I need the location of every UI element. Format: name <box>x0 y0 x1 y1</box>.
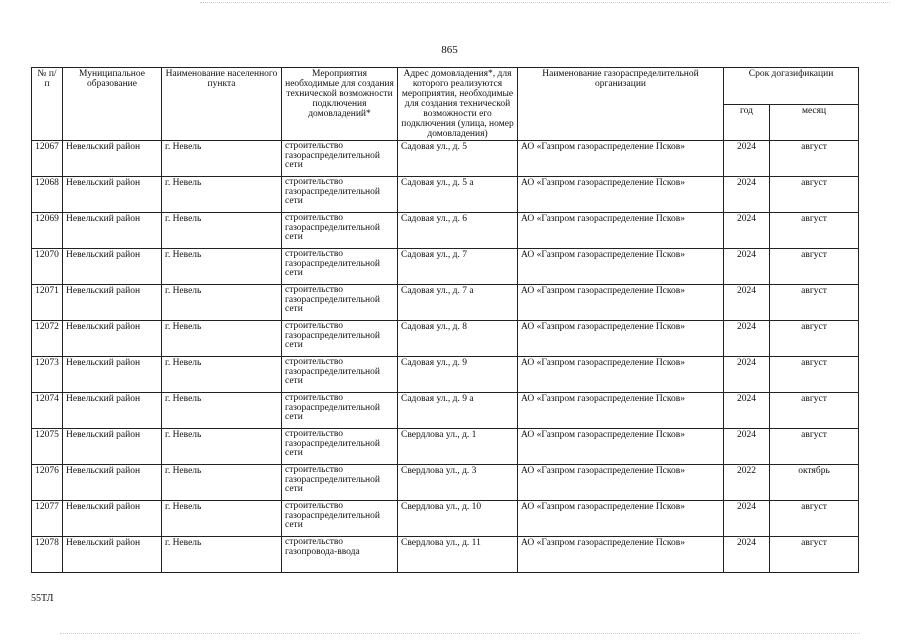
cell-settlement: г. Невель <box>162 141 282 177</box>
header-term: Срок догазификации <box>724 68 859 105</box>
cell-month: октябрь <box>770 465 859 501</box>
scan-artifact-bottom <box>60 633 860 634</box>
cell-num: 12071 <box>32 285 63 321</box>
cell-measures: строительство газораспределительной сети <box>282 285 398 321</box>
scan-artifact-top <box>200 2 890 3</box>
gasification-table <box>31 67 859 573</box>
header-month: месяц <box>770 104 859 141</box>
cell-num: 12076 <box>32 465 63 501</box>
cell-month: август <box>770 249 859 285</box>
cell-settlement: г. Невель <box>162 213 282 249</box>
header-org: Наименование газораспределительной организации <box>518 68 724 141</box>
header-settlement: Наименование населенного пункта <box>162 68 282 141</box>
cell-year: 2022 <box>724 465 770 501</box>
cell-address: Свердлова ул., д. 11 <box>398 537 518 573</box>
cell-address: Свердлова ул., д. 10 <box>398 501 518 537</box>
cell-month: август <box>770 357 859 393</box>
cell-settlement: г. Невель <box>162 357 282 393</box>
footer-code: 55ТЛ <box>31 593 54 604</box>
cell-num: 12074 <box>32 393 63 429</box>
cell-month: август <box>770 285 859 321</box>
page-number: 865 <box>441 44 458 56</box>
cell-measures: строительство газораспределительной сети <box>282 213 398 249</box>
cell-num: 12077 <box>32 501 63 537</box>
table-row <box>32 321 859 357</box>
cell-address: Садовая ул., д. 8 <box>398 321 518 357</box>
cell-measures: строительство газораспределительной сети <box>282 501 398 537</box>
cell-org: АО «Газпром газораспределение Псков» <box>518 537 724 573</box>
cell-measures: строительство газораспределительной сети <box>282 357 398 393</box>
cell-settlement: г. Невель <box>162 321 282 357</box>
cell-org: АО «Газпром газораспределение Псков» <box>518 213 724 249</box>
table-row <box>32 141 859 177</box>
cell-municipality: Невельский район <box>63 177 162 213</box>
cell-address: Свердлова ул., д. 1 <box>398 429 518 465</box>
cell-month: август <box>770 141 859 177</box>
cell-settlement: г. Невель <box>162 501 282 537</box>
cell-municipality: Невельский район <box>63 537 162 573</box>
cell-settlement: г. Невель <box>162 393 282 429</box>
cell-year: 2024 <box>724 285 770 321</box>
cell-month: август <box>770 177 859 213</box>
cell-measures: строительство газораспределительной сети <box>282 141 398 177</box>
cell-settlement: г. Невель <box>162 537 282 573</box>
cell-municipality: Невельский район <box>63 393 162 429</box>
cell-year: 2024 <box>724 537 770 573</box>
cell-settlement: г. Невель <box>162 285 282 321</box>
cell-org: АО «Газпром газораспределение Псков» <box>518 357 724 393</box>
cell-num: 12075 <box>32 429 63 465</box>
cell-municipality: Невельский район <box>63 213 162 249</box>
header-address: Адрес домовладения*, для которого реализуются мероприятия, необходимые для создания технической возможности его подключения (улица, номер домовладения) <box>398 68 518 141</box>
cell-address: Садовая ул., д. 6 <box>398 213 518 249</box>
cell-year: 2024 <box>724 429 770 465</box>
cell-municipality: Невельский район <box>63 141 162 177</box>
cell-month: август <box>770 429 859 465</box>
cell-measures: строительство газораспределительной сети <box>282 465 398 501</box>
table-row <box>32 537 859 573</box>
cell-address: Садовая ул., д. 9 <box>398 357 518 393</box>
cell-year: 2024 <box>724 501 770 537</box>
table-row <box>32 285 859 321</box>
cell-address: Свердлова ул., д. 3 <box>398 465 518 501</box>
table-row <box>32 393 859 429</box>
cell-address: Садовая ул., д. 5 а <box>398 177 518 213</box>
table-row <box>32 249 859 285</box>
cell-month: август <box>770 213 859 249</box>
cell-num: 12078 <box>32 537 63 573</box>
cell-year: 2024 <box>724 357 770 393</box>
cell-address: Садовая ул., д. 7 <box>398 249 518 285</box>
cell-municipality: Невельский район <box>63 249 162 285</box>
cell-measures: строительство газораспределительной сети <box>282 177 398 213</box>
cell-settlement: г. Невель <box>162 429 282 465</box>
cell-year: 2024 <box>724 393 770 429</box>
cell-org: АО «Газпром газораспределение Псков» <box>518 177 724 213</box>
table-row <box>32 357 859 393</box>
cell-month: август <box>770 537 859 573</box>
cell-municipality: Невельский район <box>63 465 162 501</box>
cell-municipality: Невельский район <box>63 429 162 465</box>
cell-month: август <box>770 501 859 537</box>
cell-month: август <box>770 393 859 429</box>
cell-org: АО «Газпром газораспределение Псков» <box>518 285 724 321</box>
cell-measures: строительство газопровода-ввода <box>282 537 398 573</box>
table-row <box>32 501 859 537</box>
table-row <box>32 429 859 465</box>
cell-municipality: Невельский район <box>63 321 162 357</box>
header-municipality: Муниципальное образование <box>63 68 162 141</box>
header-measures: Мероприятия необходимые для создания технической возможности подключения домовладений* <box>282 68 398 141</box>
cell-settlement: г. Невель <box>162 177 282 213</box>
cell-address: Садовая ул., д. 7 а <box>398 285 518 321</box>
cell-num: 12068 <box>32 177 63 213</box>
table-body <box>32 141 859 573</box>
cell-org: АО «Газпром газораспределение Псков» <box>518 321 724 357</box>
cell-org: АО «Газпром газораспределение Псков» <box>518 501 724 537</box>
cell-year: 2024 <box>724 249 770 285</box>
cell-org: АО «Газпром газораспределение Псков» <box>518 249 724 285</box>
table-row <box>32 177 859 213</box>
cell-year: 2024 <box>724 213 770 249</box>
cell-settlement: г. Невель <box>162 465 282 501</box>
cell-org: АО «Газпром газораспределение Псков» <box>518 429 724 465</box>
cell-measures: строительство газораспределительной сети <box>282 393 398 429</box>
cell-org: АО «Газпром газораспределение Псков» <box>518 141 724 177</box>
cell-municipality: Невельский район <box>63 357 162 393</box>
cell-num: 12072 <box>32 321 63 357</box>
cell-month: август <box>770 321 859 357</box>
cell-municipality: Невельский район <box>63 501 162 537</box>
cell-num: 12073 <box>32 357 63 393</box>
cell-year: 2024 <box>724 321 770 357</box>
cell-address: Садовая ул., д. 9 а <box>398 393 518 429</box>
table-row <box>32 465 859 501</box>
cell-measures: строительство газораспределительной сети <box>282 321 398 357</box>
cell-measures: строительство газораспределительной сети <box>282 429 398 465</box>
cell-num: 12069 <box>32 213 63 249</box>
cell-address: Садовая ул., д. 5 <box>398 141 518 177</box>
header-num: № п/п <box>32 68 63 141</box>
cell-settlement: г. Невель <box>162 249 282 285</box>
cell-num: 12070 <box>32 249 63 285</box>
cell-measures: строительство газораспределительной сети <box>282 249 398 285</box>
cell-num: 12067 <box>32 141 63 177</box>
table-row <box>32 213 859 249</box>
cell-year: 2024 <box>724 141 770 177</box>
cell-year: 2024 <box>724 177 770 213</box>
cell-org: АО «Газпром газораспределение Псков» <box>518 465 724 501</box>
cell-municipality: Невельский район <box>63 285 162 321</box>
header-year: год <box>724 104 770 141</box>
cell-org: АО «Газпром газораспределение Псков» <box>518 393 724 429</box>
table-header <box>32 68 859 141</box>
